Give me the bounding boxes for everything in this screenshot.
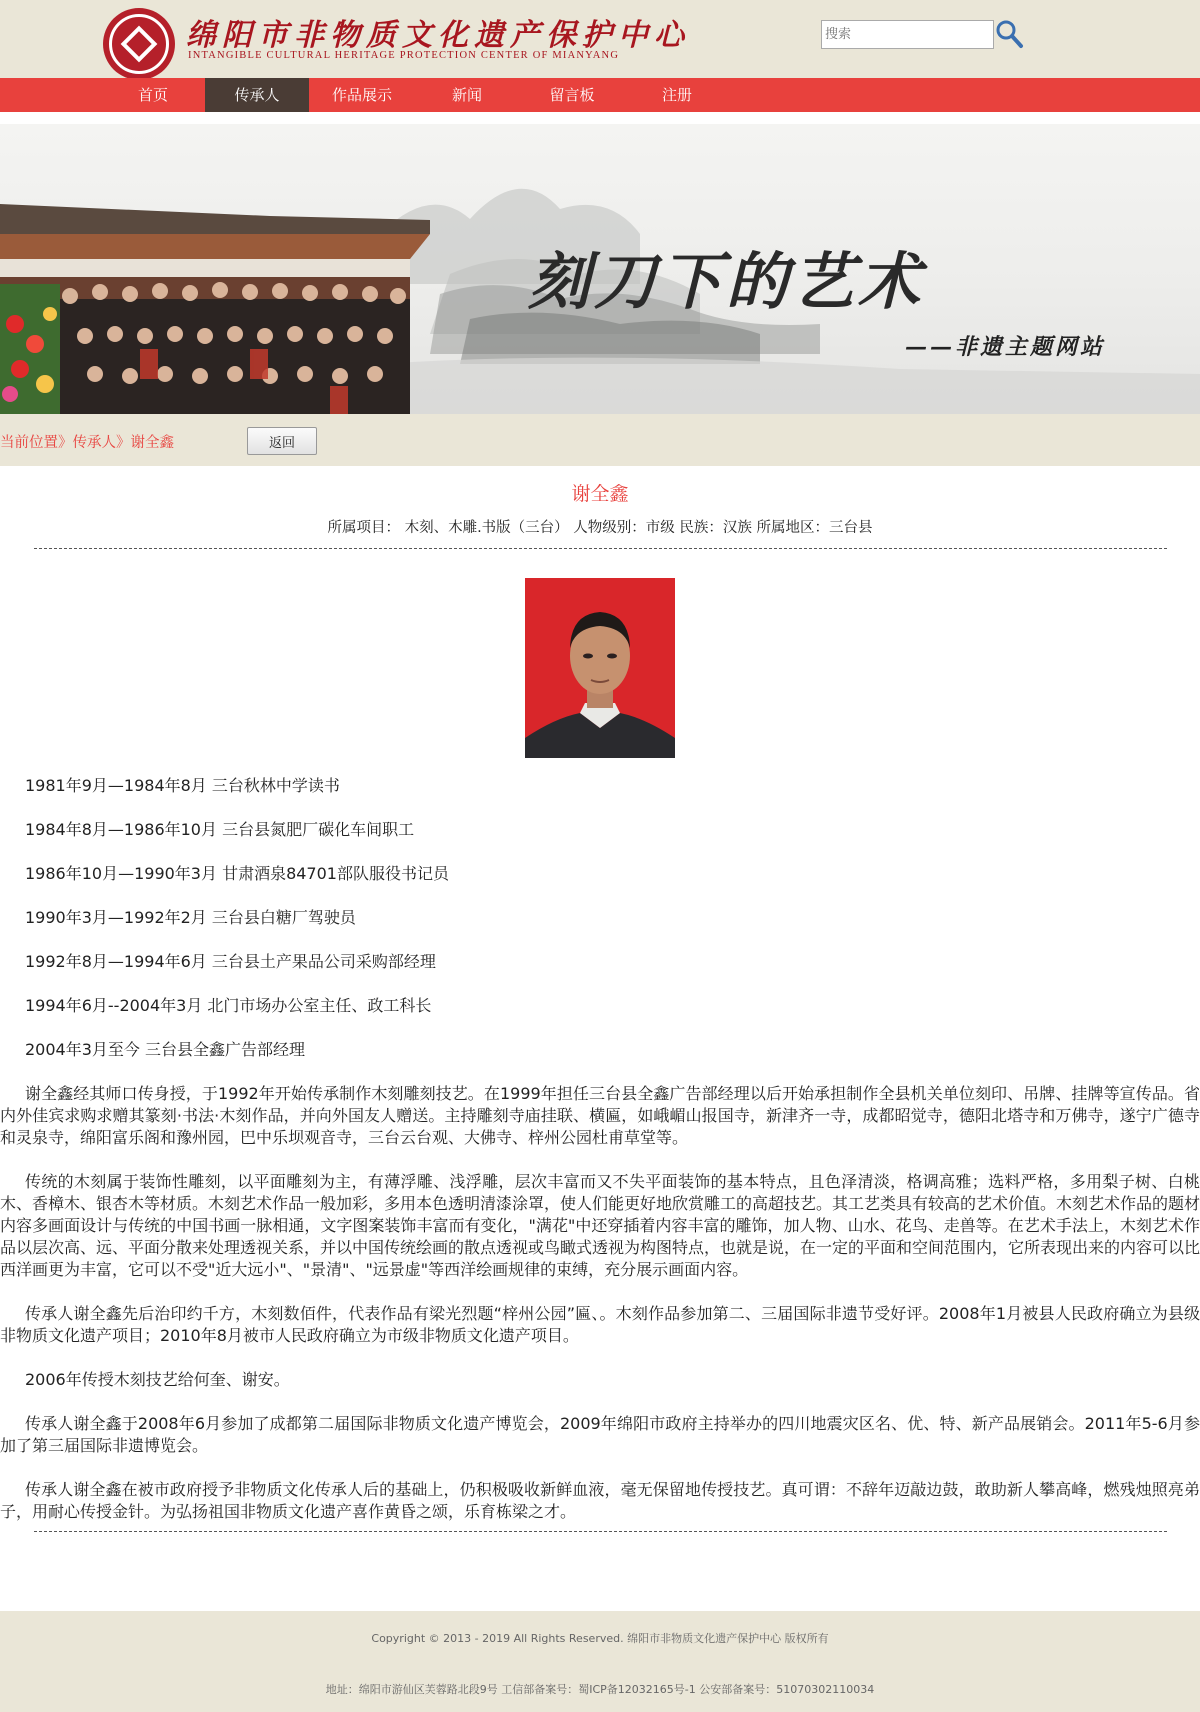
article-paragraph: 传承人谢全鑫先后治印约千方，木刻数佰件，代表作品有梁光烈题“梓州公园”匾、。木刻作品参加第二、三届国际非遗节受好评。2008年1月被县人民政府确立为县级非物质文化遗产项目；2010年8月被市人民政府确立为市级非物质文化遗产项目。 — [0, 1304, 1200, 1345]
breadcrumb-bar — [0, 414, 1200, 466]
site-title[interactable]: 绵阳市非物质文化遗产保护中心 — [186, 18, 690, 53]
copyright-text: Copyright © 2013 - 2019 All Rights Reserved. 绵阳市非物质文化遗产保护中心 版权所有 — [371, 1632, 829, 1645]
back-button[interactable]: 返回 — [247, 427, 317, 455]
site-logo-icon[interactable] — [103, 8, 175, 80]
nav-item-inheritors[interactable]: 传承人 — [205, 78, 309, 112]
divider-top — [34, 548, 1167, 549]
resume-line: 1981年9月—1984年8月 三台秋林中学读书 — [25, 776, 340, 795]
article-paragraph: 传统的木刻属于装饰性雕刻，以平面雕刻为主，有薄浮雕、浅浮雕，层次丰富而又不失平面装饰的基本特点，且色泽清淡，格调高雅；选料严格，多用梨子树、白桃木、香樟木、银杏木等材质。木刻艺术作品一般加彩，多用本色透明清漆涂罩，使人们能更好地欣赏雕工的高超技艺。其工艺类具有较高的艺术价值。木刻艺术作品的题材内容多画面设计与传统的中国书画一脉相通，文字图案装饰丰富而有变化，"满花"中还穿插着内容丰富的雕饰，加人物、山水、花鸟、走兽等。在艺术手法上，木刻艺术作品以层次高、远、平面分散来处理透视关系，并以中国传统绘画的散点透视或鸟瞰式透视为构图特点，也就是说，在一定的平面和空间范围内，它所表现出来的内容可以比西洋画更为丰富，它可以不受"近大远小"、"景清"、"远景虚"等西洋绘画规律的束缚，充分展示画面内容。 — [0, 1172, 1200, 1279]
nav-item-works[interactable]: 作品展示 — [331, 86, 392, 104]
resume-line: 1992年8月—1994年6月 三台县土产果品公司采购部经理 — [25, 952, 436, 971]
site-header — [0, 0, 1200, 78]
address-text: 地址：绵阳市游仙区芙蓉路北段9号 工信部备案号：蜀ICP备12032165号-1 公安部备案号：51070302110034 — [325, 1683, 875, 1696]
article-paragraph: 2006年传授木刻技艺给何奎、谢安。 — [25, 1370, 290, 1389]
article-body — [0, 775, 1200, 1532]
site-footer — [0, 1611, 1200, 1712]
resume-line: 1990年3月—1992年2月 三台县白糖厂驾驶员 — [25, 908, 356, 927]
banner-slogan: 刻刀下的艺术 — [528, 245, 925, 318]
search-input[interactable] — [821, 20, 994, 49]
page-title: 谢全鑫 — [571, 483, 629, 505]
banner — [0, 124, 1200, 414]
portrait-photo — [525, 578, 675, 758]
article-paragraph: 传承人谢全鑫在被市政府授予非物质文化传承人后的基础上，仍积极吸收新鲜血液，毫无保留地传授技艺。真可谓：不辞年迈敲边鼓，敢助新人攀高峰，燃残烛照亮弟子，用耐心传授金针。为弘扬祖国非物质文化遗产喜作黄昏之颂，乐育栋梁之才。 — [0, 1480, 1200, 1521]
nav-item-news[interactable]: 新闻 — [451, 86, 482, 104]
resume-line: 1986年10月—1990年3月 甘肃酒泉84701部队服役书记员 — [25, 864, 449, 883]
nav-item-guestbook[interactable]: 留言板 — [549, 86, 595, 104]
site-subtitle: INTANGIBLE CULTURAL HERITAGE PROTECTION CENTER OF MIANYANG — [188, 50, 620, 61]
profile-meta: 所属项目： 木刻、木雕.书版（三台） 人物级别：市级 民族：汉族 所属地区：三台县 — [327, 520, 873, 536]
resume-line: 1994年6月--2004年3月 北门市场办公室主任、政工科长 — [25, 996, 432, 1015]
search-icon — [994, 18, 1024, 50]
breadcrumb[interactable]: 当前位置》传承人》谢全鑫 — [0, 435, 174, 451]
divider-bottom — [34, 1531, 1167, 1532]
resume-line: 1984年8月—1986年10月 三台县氮肥厂碳化车间职工 — [25, 820, 415, 839]
main-nav — [0, 78, 1200, 112]
search-button[interactable] — [994, 18, 1024, 50]
resume-line: 2004年3月至今 三台县全鑫广告部经理 — [25, 1040, 305, 1059]
banner-subtitle: ——非遗主题网站 — [905, 334, 1106, 360]
nav-item-home[interactable]: 首页 — [137, 86, 168, 104]
nav-item-register[interactable]: 注册 — [661, 86, 692, 104]
article-paragraph: 谢全鑫经其师口传身授，于1992年开始传承制作木刻雕刻技艺。在1999年担任三台县全鑫广告部经理以后开始承担制作全县机关单位刻印、吊牌、挂牌等宣传品。省内外佳宾求购求赠其篆刻·书法·木刻作品，并向外国友人赠送。主持雕刻寺庙挂联、横匾，如峨嵋山报国寺，新津齐一寺，成都昭觉寺，德阳北塔寺和万佛寺，遂宁广德寺和灵泉寺，绵阳富乐阁和豫州园，巴中乐坝观音寺，三台云台观、大佛寺、梓州公园杜甫草堂等。 — [0, 1084, 1200, 1147]
article-paragraph: 传承人谢全鑫于2008年6月参加了成都第二届国际非物质文化遗产博览会，2009年绵阳市政府主持举办的四川地震灾区名、优、特、新产品展销会。2011年5-6月参加了第三届国际非遗博览会。 — [0, 1414, 1200, 1455]
